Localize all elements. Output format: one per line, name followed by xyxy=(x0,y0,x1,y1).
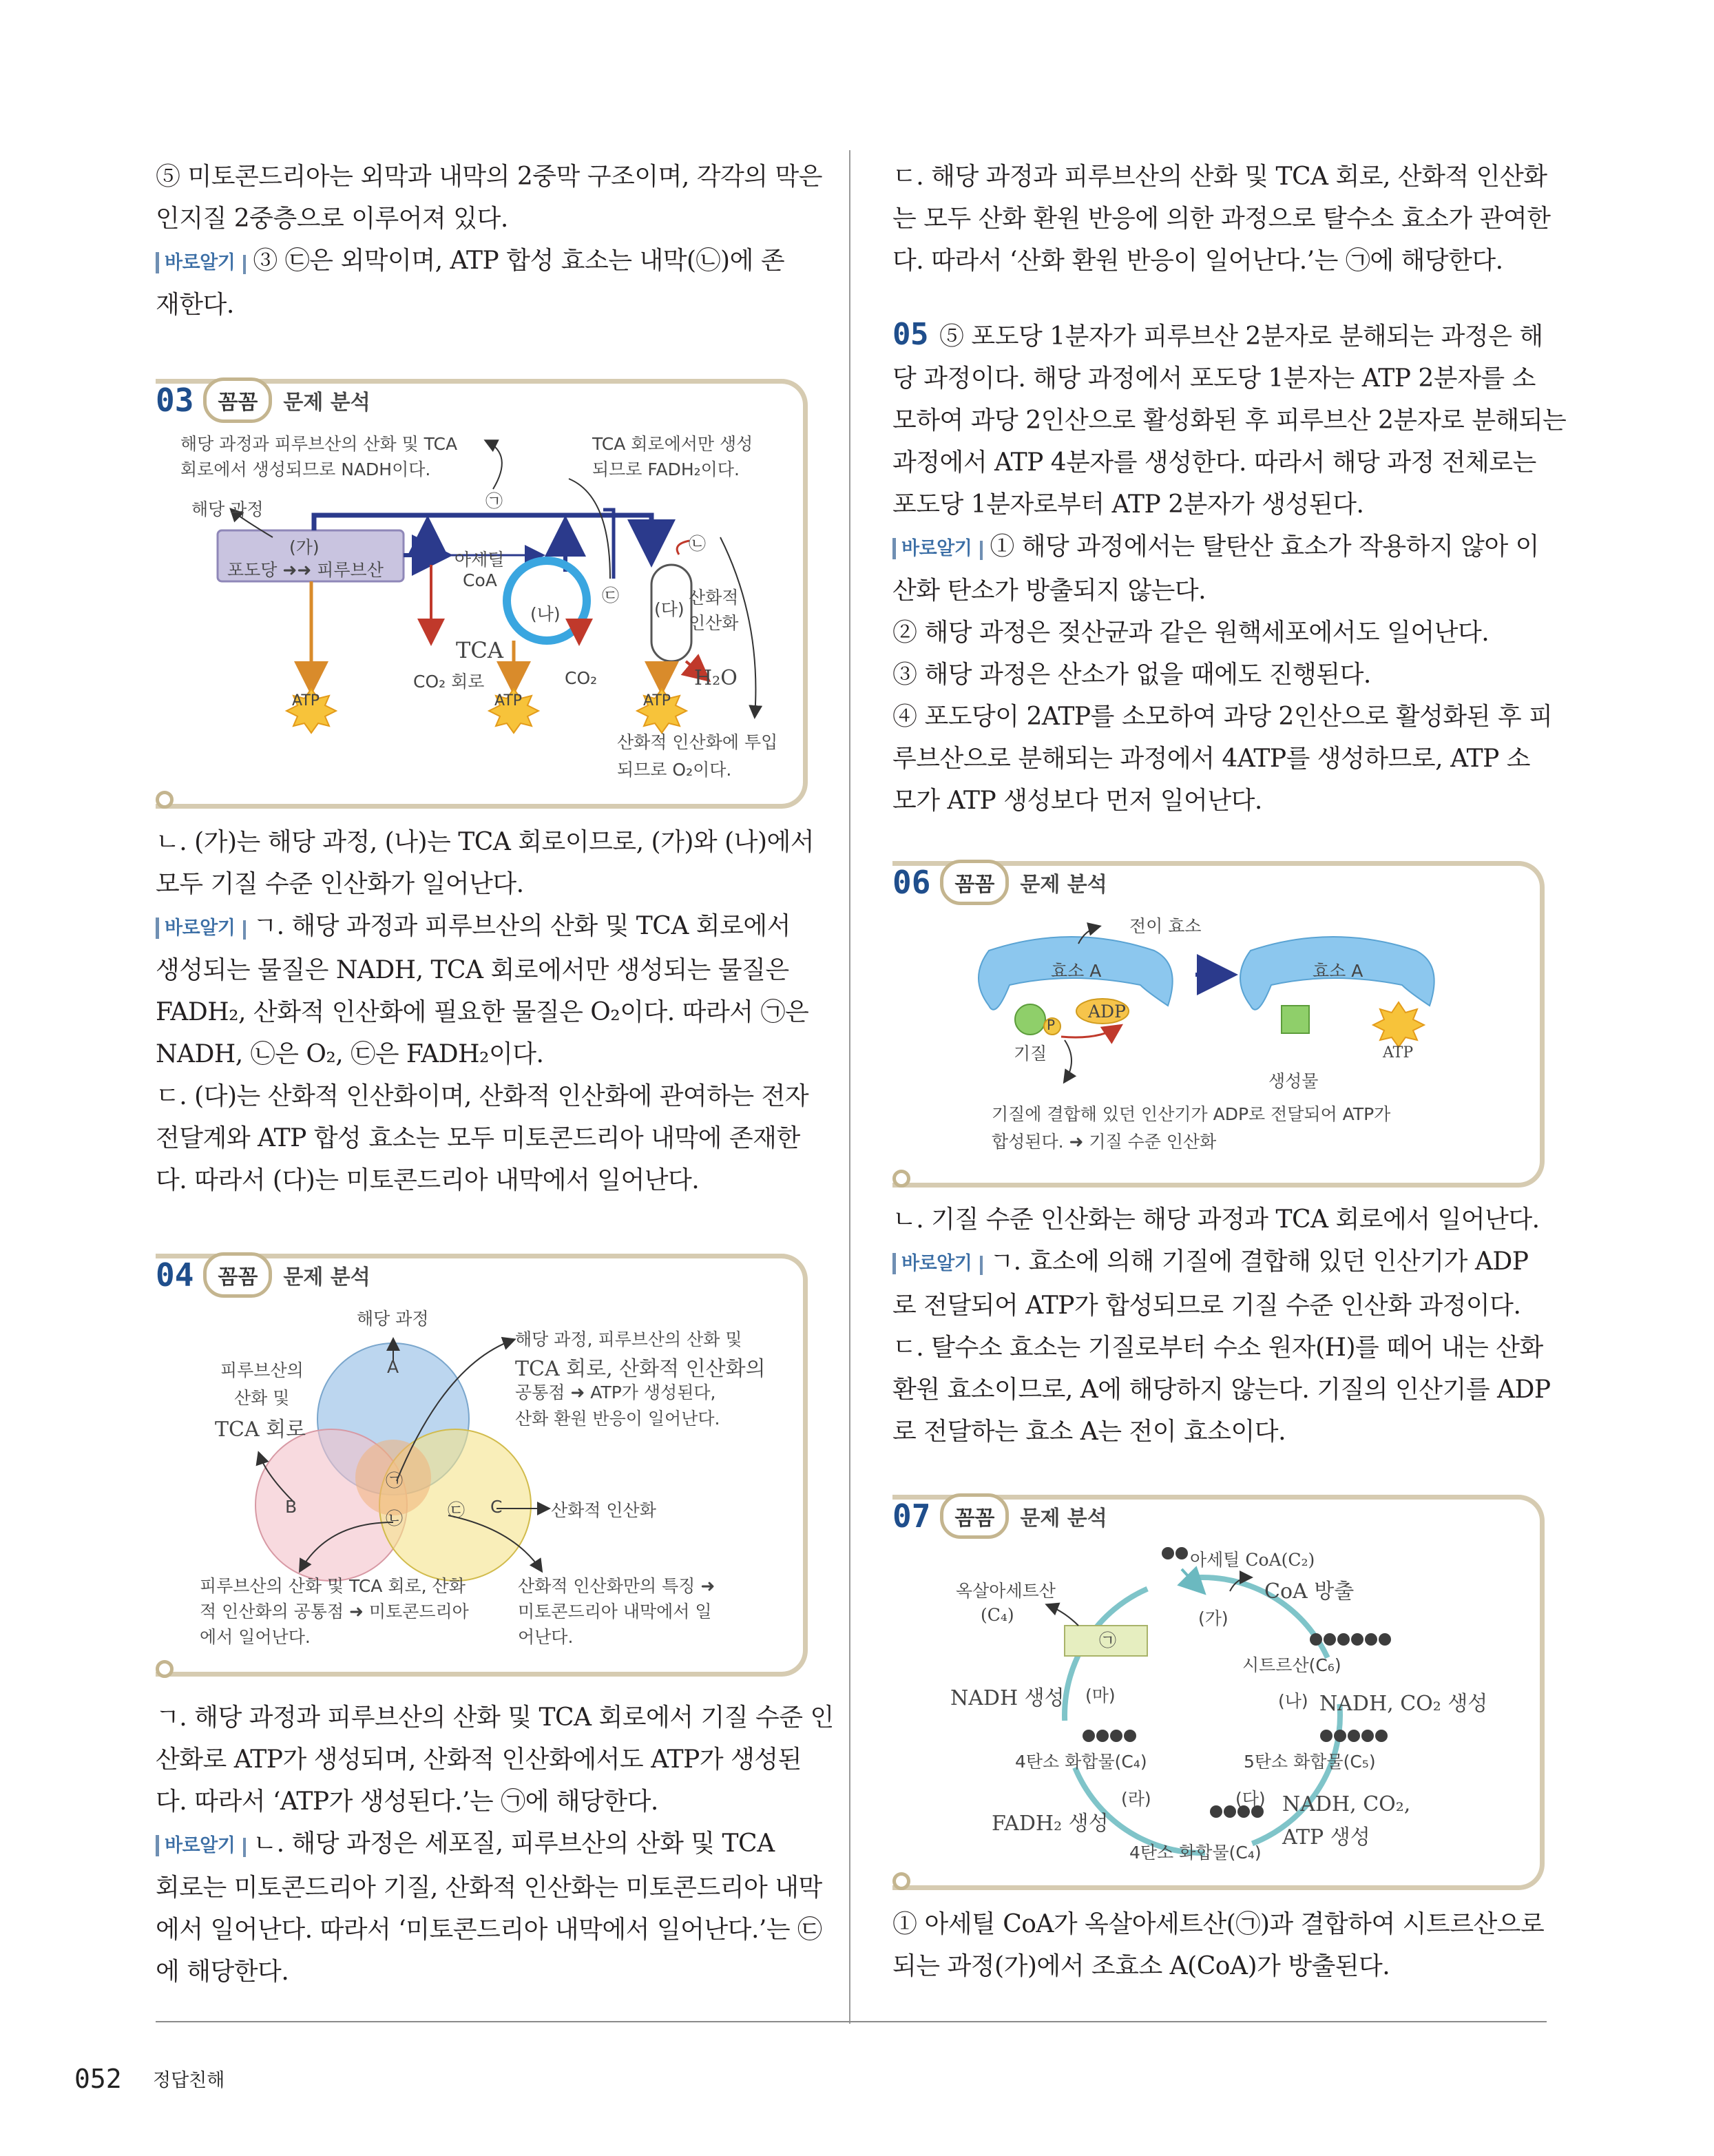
box-tail-dot xyxy=(892,1170,910,1188)
venn-bottom-note: 미토콘드리아 내막에서 일 xyxy=(518,1602,712,1621)
text-line: 다. 따라서 ‘산화 환원 반응이 일어난다.’는 ㉠에 해당한다. xyxy=(892,247,1503,275)
text-line: ㄴ. 기질 수준 인산화는 해당 과정과 TCA 회로에서 일어난다. xyxy=(892,1205,1540,1234)
q03-note: 회로에서 생성되므로 NADH이다. xyxy=(180,459,431,479)
atp-label: ATP xyxy=(292,692,320,709)
co2-label: CO₂ xyxy=(565,668,598,688)
circled-label: ㉡ xyxy=(689,534,707,554)
venn-bottom-note: 에서 일어난다. xyxy=(200,1627,311,1647)
q06-diagram xyxy=(892,902,1540,1109)
analysis-title: 문제 분석 xyxy=(283,391,370,415)
venn-right-note: TCA 회로, 산화적 인산화의 xyxy=(515,1357,766,1381)
atp-label: ATP xyxy=(643,692,671,709)
baroalgi-tag: 바로알기 xyxy=(156,1835,240,1856)
circled-label: ㉡ xyxy=(386,1509,404,1528)
circled-label: ㉢ xyxy=(602,585,620,605)
text-line: 다. 따라서 (다)는 미토콘드리아 내막에서 일어난다. xyxy=(156,1166,700,1194)
q04-header xyxy=(156,1252,370,1298)
circled-label: ㉢ xyxy=(448,1500,466,1520)
text-line: 산화 탄소가 방출되지 않는다. xyxy=(892,577,1206,605)
c4-label: 4탄소 화합물(C₄) xyxy=(1015,1752,1147,1772)
q06-header xyxy=(892,860,1107,905)
ox-label: 산화적 xyxy=(689,588,739,608)
text-line: ㄷ. 탈수소 효소는 기질로부터 수소 원자(H)를 떼어 내는 산화 xyxy=(892,1334,1543,1362)
oxaloacetate-label: (C₄) xyxy=(981,1605,1014,1625)
left-intro xyxy=(156,156,822,326)
venn-bottom-note: 어난다. xyxy=(518,1627,574,1647)
venn-right-note: 산화 환원 반응이 일어난다. xyxy=(515,1409,720,1429)
text-line: 에 해당한다. xyxy=(156,1958,289,1986)
question-number: 03 xyxy=(156,382,194,419)
ox-label: 인산화 xyxy=(689,613,739,633)
text-line: ⑤ 포도당 1분자가 피루브산 2분자로 분해되는 과정은 해 xyxy=(939,322,1543,351)
text-line: 산화로 ATP가 생성되며, 산화적 인산화에서도 ATP가 생성된 xyxy=(156,1745,802,1774)
text-line: 전달계와 ATP 합성 효소는 모두 미토콘드리아 내막에 존재한 xyxy=(156,1124,800,1152)
tca-label: TCA xyxy=(456,637,503,663)
fadh2-label: FADH₂ 생성 xyxy=(992,1812,1109,1836)
tca-cycle-label: CO₂ 회로 xyxy=(413,672,485,692)
text-line: 에서 일어난다. 따라서 ‘미토콘드리아 내막에서 일어난다.’는 ㉢ xyxy=(156,1916,822,1944)
venn-label-c: C xyxy=(490,1497,503,1517)
transfer-enzyme-label: 전이 효소 xyxy=(1129,916,1202,936)
q06-explanation xyxy=(892,1199,1551,1453)
phosphate-label: P xyxy=(1047,1017,1056,1033)
analysis-title: 문제 분석 xyxy=(283,1265,370,1289)
text-line: 다. 따라서 ‘ATP가 생성된다.’는 ㉠에 해당한다. xyxy=(156,1787,658,1816)
citrate-label: 시트르산(C₆) xyxy=(1242,1655,1341,1675)
o2-arrow xyxy=(677,541,689,554)
circled-label: ㉠ xyxy=(1099,1630,1117,1650)
oxaloacetate-label: 옥살아세트산 xyxy=(956,1581,1056,1601)
text-line: ③ ㉢은 외막이며, ATP 합성 효소는 내막(㉡)에 존 xyxy=(253,247,785,275)
note-arrow xyxy=(1065,1040,1072,1081)
column-divider xyxy=(849,150,850,2024)
text-line: 모가 ATP 생성보다 먼저 일어난다. xyxy=(892,787,1262,815)
venn-bottom-note: 적 인산화의 공통점 ➜ 미토콘드리아 xyxy=(200,1602,469,1621)
atp-label: ATP xyxy=(1383,1044,1414,1061)
kkomkkom-badge: 꼼꼼 xyxy=(940,860,1009,905)
q03-note: 해당 과정과 피루브산의 산화 및 TCA xyxy=(180,434,458,454)
text-line: NADH, ㉡은 O₂, ㉢은 FADH₂이다. xyxy=(156,1040,544,1068)
venn-left-note: 산화 및 xyxy=(234,1388,290,1408)
text-line: 로 전달하는 효소 A는 전이 효소이다. xyxy=(892,1418,1286,1446)
text-line: ④ 포도당이 2ATP를 소모하여 과당 2인산으로 활성화된 후 피 xyxy=(892,703,1553,731)
phosphate-transfer-arrow xyxy=(1061,1026,1120,1037)
text-line: ② 해당 과정은 젖산균과 같은 원핵세포에서도 일어난다. xyxy=(892,619,1490,647)
text-line: 당 과정이다. 해당 과정에서 포도당 1분자는 ATP 2분자를 소 xyxy=(892,364,1536,393)
text-line: 인지질 2중층으로 이루어져 있다. xyxy=(156,205,508,233)
venn-label-a: A xyxy=(387,1357,399,1377)
h2o-label: H₂O xyxy=(694,666,738,690)
ga-label: (가) xyxy=(289,537,320,557)
q07-explanation xyxy=(892,1903,1544,1987)
footer-rule xyxy=(156,2021,1547,2022)
kkomkkom-badge: 꼼꼼 xyxy=(203,1252,272,1298)
acetyl-coa-label: 아세틸 CoA(C₂) xyxy=(1190,1550,1315,1570)
circled-label: ㉠ xyxy=(485,491,503,511)
q05-explanation xyxy=(892,313,1566,822)
q06-note: 기질에 결합해 있던 인산기가 ADP로 전달되어 ATP가 xyxy=(992,1104,1391,1124)
question-number: 04 xyxy=(156,1256,194,1294)
coa-label: CoA xyxy=(463,570,497,590)
d-step-note: NADH, CO₂, xyxy=(1282,1792,1411,1816)
text-line: ③ 해당 과정은 산소가 없을 때에도 진행된다. xyxy=(892,661,1371,689)
venn-right-note: 해당 과정, 피루브산의 산화 및 xyxy=(515,1329,742,1349)
text-line: 과정에서 ATP 4분자를 생성한다. 따라서 해당 과정 전체로는 xyxy=(892,448,1536,477)
text-line: ㄴ. (가)는 해당 과정, (나)는 TCA 회로이므로, (가)와 (나)에서 xyxy=(156,828,815,856)
note-arrow xyxy=(1047,1605,1078,1626)
text-line: 모두 기질 수준 인산화가 일어난다. xyxy=(156,870,524,898)
glycolysis-label: 해당 과정 xyxy=(191,499,264,519)
venn-top-label: 해당 과정 xyxy=(357,1309,429,1329)
footer-label: 정답친해 xyxy=(153,2070,225,2091)
analysis-title: 문제 분석 xyxy=(1020,1506,1107,1531)
venn-right-note: 공통점 ➜ ATP가 생성된다, xyxy=(515,1382,716,1402)
q03-note: TCA 회로에서만 생성 xyxy=(592,434,753,454)
q03-note: 되므로 FADH₂이다. xyxy=(592,459,740,479)
da-label: (다) xyxy=(654,599,684,619)
step-label: (가) xyxy=(1198,1608,1229,1628)
kkomkkom-badge: 꼼꼼 xyxy=(940,1493,1009,1539)
q07-header xyxy=(892,1493,1107,1539)
d-step-note: ATP 생성 xyxy=(1282,1825,1370,1849)
text-line: ⑤ 미토콘드리아는 외막과 내막의 2중막 구조이며, 각각의 막은 xyxy=(156,163,823,191)
nadh-co2-label: NADH, CO₂ 생성 xyxy=(1319,1692,1488,1716)
enzyme-a-label: 효소 A xyxy=(1051,961,1102,981)
note-arrow xyxy=(486,441,502,489)
venn-left-note: TCA 회로 xyxy=(215,1418,306,1442)
page-number: 052 xyxy=(74,2064,122,2094)
venn-oxphos-label: 산화적 인산화 xyxy=(551,1500,656,1520)
q04-explanation xyxy=(156,1697,834,1993)
venn-label-b: B xyxy=(285,1497,297,1517)
analysis-title: 문제 분석 xyxy=(1020,873,1107,897)
q03-note: 산화적 인산화에 투입 xyxy=(617,732,778,752)
product-label: 생성물 xyxy=(1268,1071,1319,1091)
atp-label: ATP xyxy=(494,692,523,709)
substrate-label: 기질 xyxy=(1014,1044,1047,1064)
step-label: (마) xyxy=(1085,1686,1116,1706)
venn-left-note: 피루브산의 xyxy=(220,1360,304,1380)
product-square xyxy=(1282,1006,1309,1033)
na-label: (나) xyxy=(530,604,561,624)
text-line: ㄴ. 해당 과정은 세포질, 피루브산의 산화 및 TCA xyxy=(253,1830,775,1858)
text-line: 루브산으로 분해되는 과정에서 4ATP를 생성하므로, ATP 소 xyxy=(892,745,1531,773)
question-number: 07 xyxy=(892,1497,931,1535)
circled-label: ㉠ xyxy=(386,1471,404,1491)
step-label: (다) xyxy=(1235,1789,1266,1809)
venn-bottom-note: 피루브산의 산화 및 TCA 회로, 산화 xyxy=(200,1576,466,1596)
box-tail-dot xyxy=(156,1660,174,1678)
question-number: 06 xyxy=(892,864,931,901)
text-line: FADH₂, 산화적 인산화에 필요한 물질은 O₂이다. 따라서 ㉠은 xyxy=(156,998,809,1026)
step-label: (라) xyxy=(1121,1789,1151,1809)
baroalgi-tag: 바로알기 xyxy=(156,918,240,939)
substrate-ball xyxy=(1015,1004,1045,1035)
enzyme-a-label: 효소 A xyxy=(1313,961,1363,981)
text-line: ㄷ. 해당 과정과 피루브산의 산화 및 TCA 회로, 산화적 인산화 xyxy=(892,163,1547,191)
text-line: 로 전달되어 ATP가 합성되므로 기질 수준 인산화 과정이다. xyxy=(892,1292,1521,1320)
c5-label: 5탄소 화합물(C₅) xyxy=(1244,1752,1376,1772)
text-line: 재한다. xyxy=(156,291,234,319)
question-number: 05 xyxy=(892,317,928,352)
nadh-label: NADH 생성 xyxy=(950,1686,1065,1710)
right-top xyxy=(892,156,1550,282)
step-label: (나) xyxy=(1278,1691,1308,1711)
baroalgi-tag: 바로알기 xyxy=(892,1253,977,1274)
note-arrow xyxy=(569,479,610,579)
text-line: 생성되는 물질은 NADH, TCA 회로에서만 생성되는 물질은 xyxy=(156,956,789,984)
coa-release-label: CoA 방출 xyxy=(1264,1579,1355,1604)
venn-bottom-note: 산화적 인산화만의 특징 ➜ xyxy=(518,1576,715,1596)
text-line: ① 해당 과정에서는 탈탄산 효소가 작용하지 않아 이 xyxy=(990,532,1539,561)
kkomkkom-badge: 꼼꼼 xyxy=(203,377,272,423)
atp-star xyxy=(1373,1002,1424,1047)
text-line: ㄷ. (다)는 산화적 인산화이며, 산화적 인산화에 관여하는 전자 xyxy=(156,1082,809,1110)
text-line: ㄱ. 해당 과정과 피루브산의 산화 및 TCA 회로에서 xyxy=(253,912,791,940)
box-tail-dot xyxy=(156,791,174,809)
baroalgi-tag: 바로알기 xyxy=(156,252,240,273)
c4-label: 4탄소 화합물(C₄) xyxy=(1129,1843,1262,1863)
q06-note: 합성된다. ➜ 기질 수준 인산화 xyxy=(992,1132,1217,1152)
text-line: 포도당 1분자로부터 ATP 2분자가 생성된다. xyxy=(892,490,1364,519)
glucose-pyruvate-label: 포도당 ➜➜ 피루브산 xyxy=(227,560,384,580)
q03-explanation xyxy=(156,821,814,1201)
q03-note: 되므로 O₂이다. xyxy=(617,760,732,780)
text-line: ㄱ. 해당 과정과 피루브산의 산화 및 TCA 회로에서 기질 수준 인 xyxy=(156,1703,834,1732)
text-line: 는 모두 산화 환원 반응에 의한 과정으로 탈수소 효소가 관여한 xyxy=(892,205,1551,233)
adp-label: ADP xyxy=(1088,1002,1126,1022)
text-line: 되는 과정(가)에서 조효소 A(CoA)가 방출된다. xyxy=(892,1952,1390,1980)
text-line: 회로는 미토콘드리아 기질, 산화적 인산화는 미토콘드리아 내막 xyxy=(156,1874,822,1902)
baroalgi-tag: 바로알기 xyxy=(892,538,977,559)
acetyl-label: 아세틸 xyxy=(454,550,505,570)
text-line: 모하여 과당 2인산으로 활성화된 후 피루브산 2분자로 분해되는 xyxy=(892,406,1567,435)
text-line: ㄱ. 효소에 의해 기질에 결합해 있던 인산기가 ADP xyxy=(990,1247,1529,1276)
box-tail-dot xyxy=(892,1872,910,1890)
text-line: 환원 효소이므로, A에 해당하지 않는다. 기질의 인산기를 ADP xyxy=(892,1376,1551,1404)
text-line: ① 아세틸 CoA가 옥살아세트산(㉠)과 결합하여 시트르산으로 xyxy=(892,1910,1545,1938)
